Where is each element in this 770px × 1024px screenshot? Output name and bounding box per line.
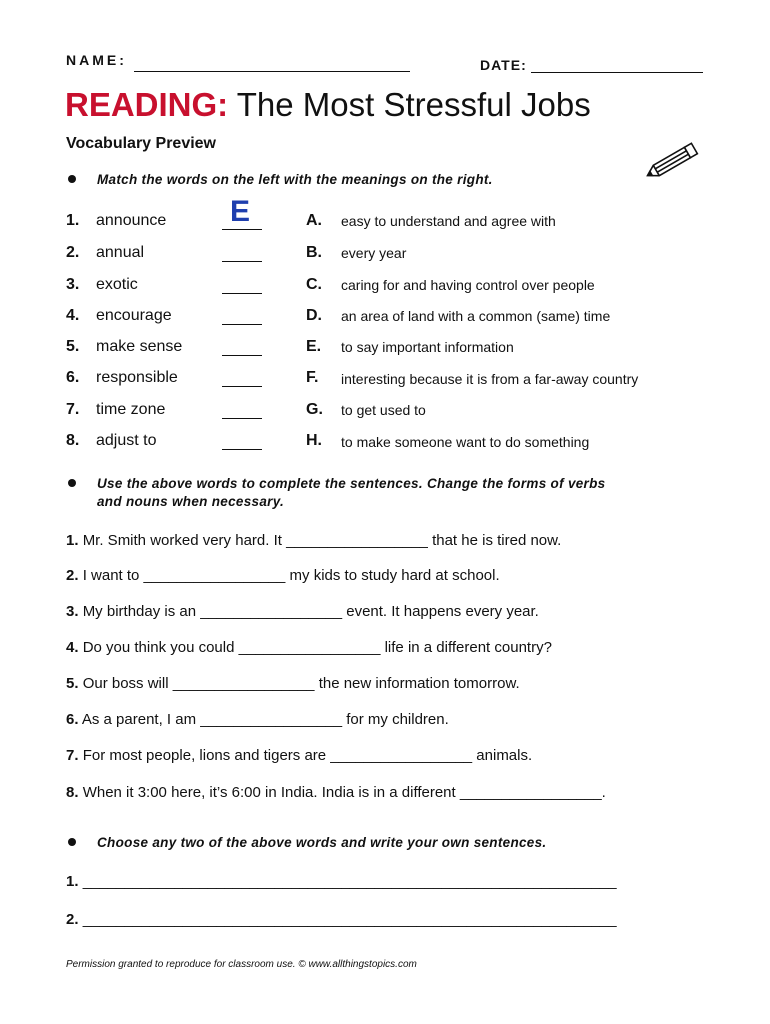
meaning-text: caring for and having control over people <box>341 277 595 293</box>
handwritten-answer: E <box>230 195 251 228</box>
sentence-text: For most people, lions and tigers are _________________ animals. <box>82 747 533 764</box>
date-label: DATE: <box>480 57 527 73</box>
sentence-item <box>66 711 449 728</box>
meaning-text: to get used to <box>341 402 426 418</box>
meaning-text: to make someone want to do something <box>341 434 590 450</box>
choose-instruction: Choose any two of the above words and write your own sentences. <box>97 835 547 850</box>
meaning-letter: A. <box>306 212 322 229</box>
own-sentence-num: 2. <box>66 911 79 928</box>
date-field[interactable] <box>531 72 703 73</box>
sentence-num: 5. <box>66 675 79 692</box>
sentence-item <box>66 603 539 620</box>
sentence-num: 3. <box>66 603 79 620</box>
own-sentence-line[interactable]: ________________________________________________________________ <box>82 873 617 890</box>
sentence-text: As a parent, I am _________________ for my children. <box>81 711 449 728</box>
vocab-word: make sense <box>96 338 183 355</box>
meaning-text: to say important information <box>341 339 514 355</box>
meaning-text: easy to understand and agree with <box>341 213 556 229</box>
meaning-letter: G. <box>306 401 323 418</box>
vocab-num: 8. <box>66 432 80 449</box>
pencil-icon <box>640 138 702 186</box>
sentence-text: I want to _________________ my kids to study hard at school. <box>82 567 500 584</box>
sentence-item <box>66 567 500 584</box>
sentence-text: Our boss will _________________ the new information tomorrow. <box>82 675 520 692</box>
sentence-text: When it 3:00 here, it’s 6:00 in India. India is in a different _________________. <box>82 784 606 801</box>
vocab-num: 3. <box>66 276 80 293</box>
answer-blank[interactable] <box>222 324 262 325</box>
answer-blank[interactable] <box>222 261 262 262</box>
page-title <box>65 86 591 124</box>
meaning-letter: C. <box>306 276 322 293</box>
meaning-letter: B. <box>306 244 322 261</box>
name-field[interactable] <box>134 71 410 72</box>
complete-instruction-line2: and nouns when necessary. <box>97 494 285 509</box>
title-prefix: READING: <box>65 86 229 123</box>
answer-blank[interactable] <box>222 293 262 294</box>
vocab-word: encourage <box>96 307 172 324</box>
meaning-text: an area of land with a common (same) time <box>341 308 611 324</box>
vocab-word: responsible <box>96 369 178 386</box>
bullet-icon <box>68 479 76 487</box>
answer-blank[interactable] <box>222 449 262 450</box>
answer-blank[interactable] <box>222 386 262 387</box>
answer-blank[interactable] <box>222 229 262 230</box>
answer-blank[interactable] <box>222 355 262 356</box>
own-sentence-line[interactable]: ________________________________________________________________ <box>82 911 617 928</box>
sentence-num: 6. <box>66 711 79 728</box>
match-instruction: Match the words on the left with the meanings on the right. <box>97 172 493 187</box>
vocab-num: 7. <box>66 401 80 418</box>
meaning-text: interesting because it is from a far-away country <box>341 371 639 387</box>
vocab-num: 4. <box>66 307 80 324</box>
bullet-icon <box>68 838 76 846</box>
vocab-num: 1. <box>66 212 80 229</box>
sentence-num: 8. <box>66 784 79 801</box>
sentence-num: 1. <box>66 532 79 549</box>
vocab-word: adjust to <box>96 432 157 449</box>
sentence-text: Mr. Smith worked very hard. It _________________ that he is tired now. <box>82 532 562 549</box>
sentence-item <box>66 784 606 801</box>
meaning-letter: H. <box>306 432 322 449</box>
vocab-num: 2. <box>66 244 80 261</box>
complete-instruction-line1: Use the above words to complete the sentences. Change the forms of verbs <box>97 476 606 491</box>
sentence-item <box>66 675 520 692</box>
name-label: NAME: <box>66 52 127 68</box>
answer-blank[interactable] <box>222 418 262 419</box>
vocab-word: announce <box>96 212 167 229</box>
meaning-letter: D. <box>306 307 322 324</box>
vocab-word: annual <box>96 244 145 261</box>
title-main: The Most Stressful Jobs <box>236 86 591 123</box>
meaning-letter: F. <box>306 369 319 386</box>
meaning-letter: E. <box>306 338 322 355</box>
sentence-num: 2. <box>66 567 79 584</box>
vocab-word: time zone <box>96 401 166 418</box>
sentence-text: Do you think you could _________________ life in a different country? <box>82 639 552 656</box>
vocab-num: 5. <box>66 338 80 355</box>
sentence-item <box>66 639 552 656</box>
sentence-item <box>66 747 532 764</box>
sentence-text: My birthday is an _________________ event. It happens every year. <box>82 603 539 620</box>
own-sentence-item[interactable] <box>66 873 617 890</box>
vocab-num: 6. <box>66 369 80 386</box>
sentence-num: 4. <box>66 639 79 656</box>
sentence-num: 7. <box>66 747 79 764</box>
footer-permission: Permission granted to reproduce for classroom use. © www.allthingstopics.com <box>66 959 417 970</box>
section-subtitle: Vocabulary Preview <box>66 135 216 152</box>
sentence-item <box>66 532 561 549</box>
vocab-word: exotic <box>96 276 138 293</box>
own-sentence-item[interactable] <box>66 911 617 928</box>
own-sentence-num: 1. <box>66 873 79 890</box>
bullet-icon <box>68 175 76 183</box>
meaning-text: every year <box>341 245 407 261</box>
